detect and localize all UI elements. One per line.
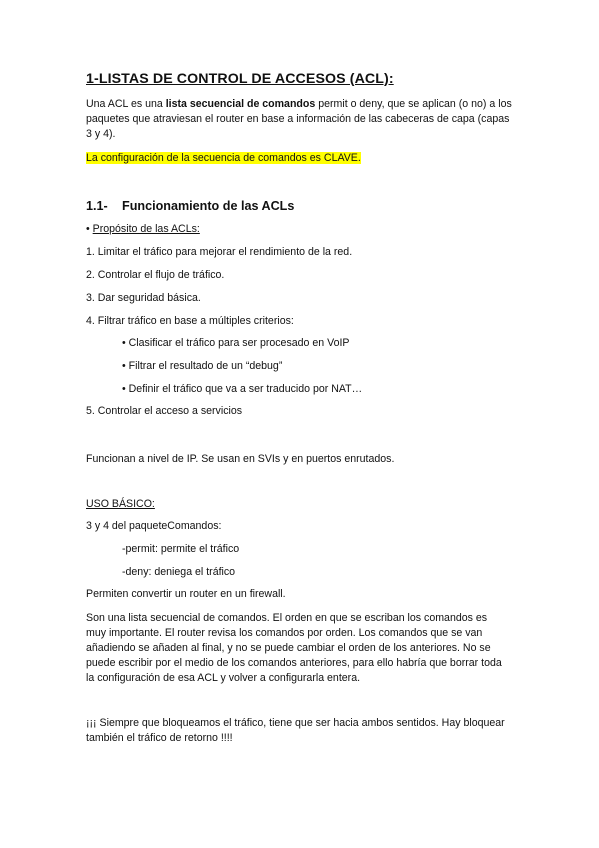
section-heading — [86, 199, 294, 214]
section-number: 1.1- — [86, 199, 108, 213]
purpose-item-1: 1. Limitar el tráfico para mejorar el rendimiento de la red. — [86, 246, 353, 258]
basic-use-label: USO BÁSICO: — [86, 498, 155, 510]
purpose-label: • Propósito de las ACLs: — [86, 223, 200, 235]
commands-line: 3 y 4 del paqueteComandos: — [86, 520, 222, 532]
intro-text-start: Una ACL es una — [86, 98, 166, 110]
document-title: 1-LISTAS DE CONTROL DE ACCESOS (ACL): — [86, 71, 394, 87]
intro-bold-phrase: lista secuencial de comandos — [165, 98, 316, 110]
highlighted-text: La configuración de la secuencia de comandos es CLAVE. — [86, 152, 361, 164]
purpose-item-5: 5. Controlar el acceso a servicios — [86, 405, 243, 417]
intro-paragraph — [86, 97, 516, 142]
purpose-item-3: 3. Dar seguridad básica. — [86, 292, 201, 304]
function-text: Funcionan a nivel de IP. Se usan en SVIs y en puertos enrutados. — [86, 453, 395, 465]
highlighted-note — [86, 151, 516, 166]
sub-item-nat: • Definir el tráfico que va a ser traducido por NAT… — [122, 383, 363, 395]
section-title: Funcionamiento de las ACLs — [122, 199, 295, 213]
intro-text-end: permit o deny, que se aplican (o no) a los paquetes que atraviesan el router en base a información de las cabeceras de capa (capas 3 y 4). — [86, 98, 512, 140]
purpose-item-4: 4. Filtrar tráfico en base a múltiples criterios: — [86, 315, 294, 327]
command-permit: -permit: permite el tráfico — [122, 543, 240, 555]
order-paragraph: Son una lista secuencial de comandos. El orden en que se escriban los comandos es muy importante. El router revisa los comandos por orden. Los comandos que se van añadiendo se añaden al final, y no se puede cambiar el orden de los anteriores. No se puede escribir por el medio de los comandos anteriores, para ello habría que borrar toda la configuración de esa ACL y volver a configurarla entera. — [86, 612, 502, 684]
purpose-label-text: Propósito de las ACLs: — [92, 223, 200, 235]
sub-item-debug: • Filtrar el resultado de un “debug” — [122, 360, 283, 372]
warning-paragraph: ¡¡¡ Siempre que bloqueamos el tráfico, tiene que ser hacia ambos sentidos. Hay bloquear también el tráfico de retorno !!!! — [86, 717, 505, 744]
purpose-item-2: 2. Controlar el flujo de tráfico. — [86, 269, 225, 281]
sub-item-voip: • Clasificar el tráfico para ser procesado en VoIP — [122, 337, 350, 349]
command-deny: -deny: deniega el tráfico — [122, 566, 236, 578]
firewall-text: Permiten convertir un router en un firewall. — [86, 588, 286, 600]
